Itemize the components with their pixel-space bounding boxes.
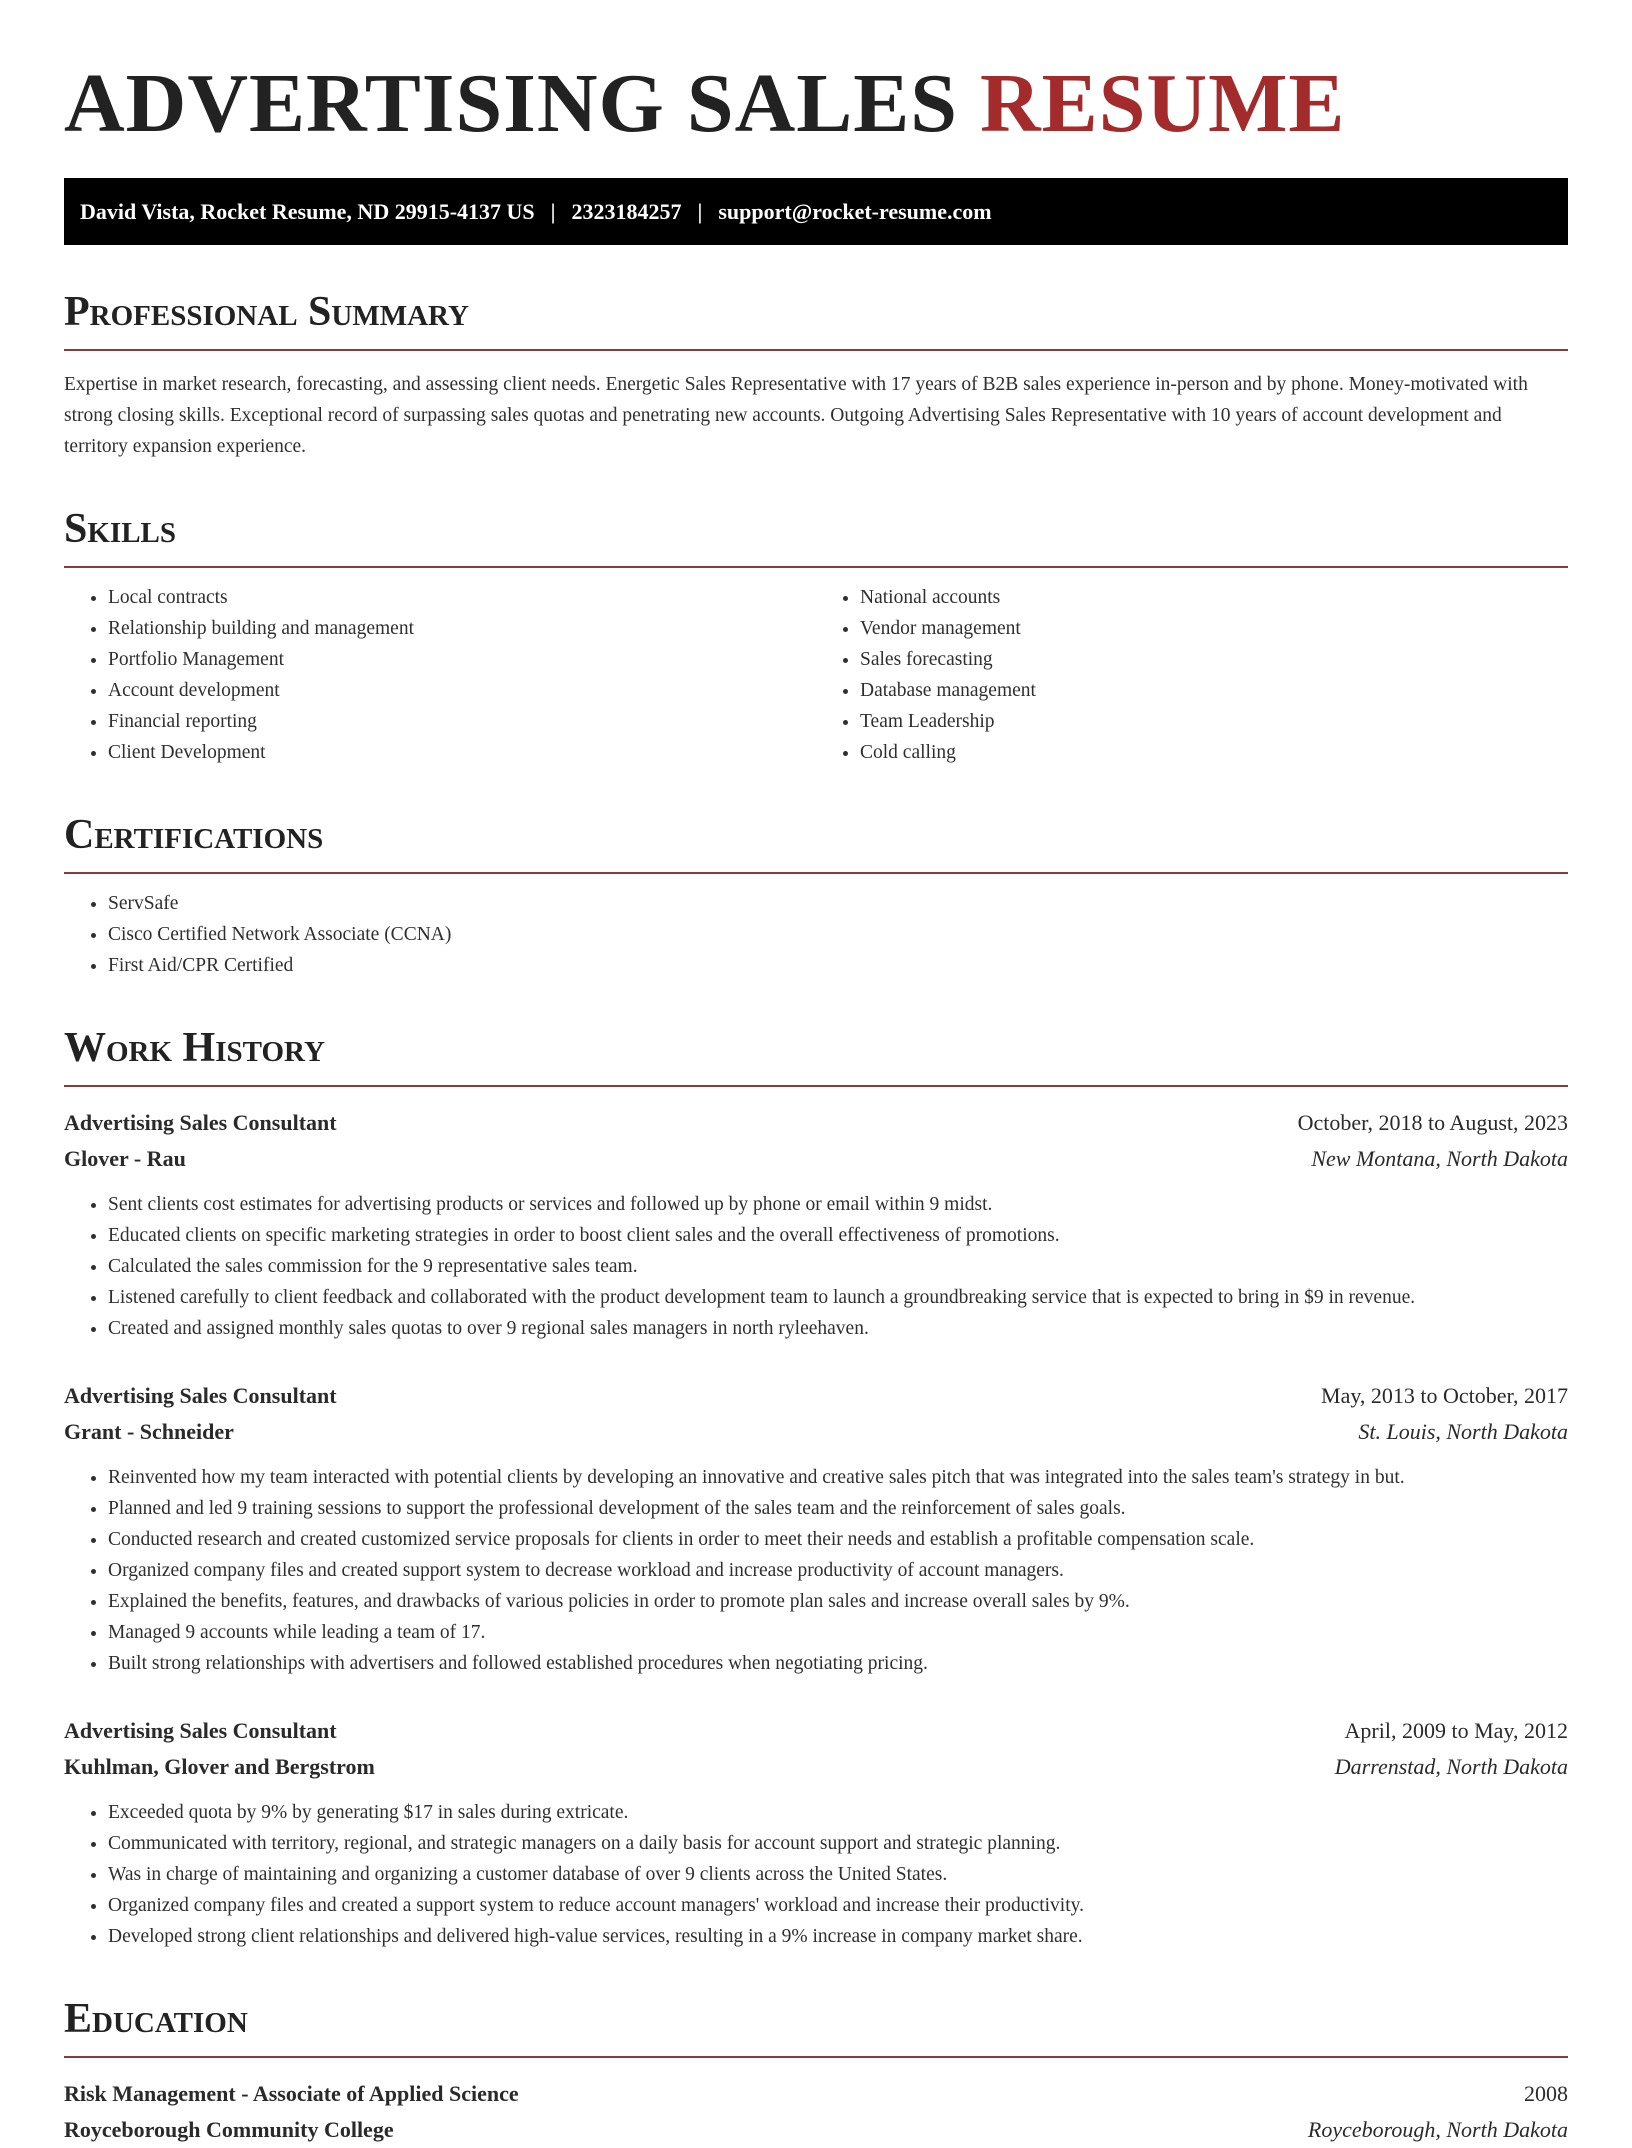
skill-item: • Database management <box>860 675 1568 706</box>
education-heading: Education <box>64 1996 1568 2058</box>
job-location: Darrenstad, North Dakota <box>1334 1754 1568 1779</box>
contact-address: David Vista, Rocket Resume, ND 29915-4137 US <box>80 198 535 224</box>
job-entry <box>64 1378 1568 1679</box>
certifications-heading: Certifications <box>64 812 1568 874</box>
contact-phone[interactable]: 2323184257 <box>571 198 682 224</box>
job-company: Glover - Rau <box>64 1146 186 1171</box>
resume-title <box>64 56 1568 154</box>
job-bullets <box>64 1797 1568 1952</box>
skill-item: • Account development <box>108 675 816 706</box>
job-bullet: • Built strong relationships with advertisers and followed established procedures when negotiating pricing. <box>108 1648 1568 1679</box>
skill-item: • Portfolio Management <box>108 644 816 675</box>
job-bullet: • Organized company files and created support system to decrease workload and increase productivity of account managers. <box>108 1555 1568 1586</box>
job-title: Advertising Sales Consultant <box>64 1110 337 1135</box>
title-main: ADVERTISING SALES <box>64 57 958 150</box>
job-bullet: • Managed 9 accounts while leading a team of 17. <box>108 1617 1568 1648</box>
skill-item: • Client Development <box>108 737 816 768</box>
certifications-list <box>64 888 1568 981</box>
job-dates: May, 2013 to October, 2017 <box>1321 1383 1568 1408</box>
job-location: St. Louis, North Dakota <box>1358 1419 1568 1444</box>
skill-item: • Local contracts <box>108 582 816 613</box>
education-section <box>64 1996 1568 2148</box>
work-history-heading: Work History <box>64 1025 1568 1087</box>
job-dates: October, 2018 to August, 2023 <box>1297 1110 1568 1135</box>
job-bullet: • Created and assigned monthly sales quotas to over 9 regional sales managers in north ryleehaven. <box>108 1313 1568 1344</box>
job-bullet: • Reinvented how my team interacted with potential clients by developing an innovative and creative sales pitch that was integrated into the sales team's strategy in but. <box>108 1462 1568 1493</box>
skills-section <box>64 506 1568 768</box>
skill-item: • Financial reporting <box>108 706 816 737</box>
job-bullets <box>64 1189 1568 1344</box>
job-bullet: • Conducted research and created customized service proposals for clients in order to meet their needs and establish a profitable compensation scale. <box>108 1524 1568 1555</box>
skills-list-left <box>64 582 816 768</box>
certification-item: • First Aid/CPR Certified <box>108 950 1568 981</box>
skill-item: • Vendor management <box>860 613 1568 644</box>
education-location: Royceborough, North Dakota <box>1307 2117 1568 2142</box>
summary-heading: Professional Summary <box>64 289 1568 351</box>
contact-separator: | <box>550 198 556 224</box>
skill-item: • Cold calling <box>860 737 1568 768</box>
job-dates: April, 2009 to May, 2012 <box>1344 1718 1568 1743</box>
job-entry <box>64 1713 1568 1952</box>
job-bullet: • Listened carefully to client feedback and collaborated with the product development team to launch a groundbreaking service that is expected to bring in $9 in revenue. <box>108 1282 1568 1313</box>
contact-bar <box>64 178 1568 245</box>
job-company: Kuhlman, Glover and Bergstrom <box>64 1754 375 1779</box>
skills-grid <box>64 568 1568 768</box>
skill-item: • National accounts <box>860 582 1568 613</box>
job-bullet: • Exceeded quota by 9% by generating $17 in sales during extricate. <box>108 1797 1568 1828</box>
job-entry <box>64 1105 1568 1344</box>
job-bullet: • Sent clients cost estimates for advertising products or services and followed up by phone or email within 9 midst. <box>108 1189 1568 1220</box>
job-bullet: • Planned and led 9 training sessions to support the professional development of the sales team and the reinforcement of sales goals. <box>108 1493 1568 1524</box>
title-accent: RESUME <box>980 57 1346 150</box>
summary-section <box>64 289 1568 462</box>
skills-heading: Skills <box>64 506 1568 568</box>
job-location: New Montana, North Dakota <box>1311 1146 1568 1171</box>
job-bullet: • Educated clients on specific marketing strategies in order to boost client sales and the overall effectiveness of promotions. <box>108 1220 1568 1251</box>
certifications-section <box>64 812 1568 981</box>
summary-text: Expertise in market research, forecasting, and assessing client needs. Energetic Sales Representative with 17 years of B2B sales experience in-person and by phone. Money-motivated with strong closing skills. Exceptional record of surpassing sales quotas and penetrating new accounts. Outgoing Advertising Sales Representative with 10 years of account development and territory expansion experience. <box>64 374 1528 457</box>
job-bullet: • Organized company files and created a support system to reduce account managers' workload and increase their productivity. <box>108 1890 1568 1921</box>
education-school: Royceborough Community College <box>64 2117 394 2142</box>
skill-item: • Team Leadership <box>860 706 1568 737</box>
contact-email[interactable]: support@rocket-resume.com <box>718 198 992 224</box>
education-year: 2008 <box>1524 2081 1568 2106</box>
job-bullet: • Was in charge of maintaining and organizing a customer database of over 9 clients across the United States. <box>108 1859 1568 1890</box>
education-entry <box>64 2076 1568 2148</box>
job-bullet: • Calculated the sales commission for the 9 representative sales team. <box>108 1251 1568 1282</box>
job-title: Advertising Sales Consultant <box>64 1718 337 1743</box>
work-history-section <box>64 1025 1568 1952</box>
certification-item: • ServSafe <box>108 888 1568 919</box>
job-bullets <box>64 1462 1568 1679</box>
education-degree: Risk Management - Associate of Applied Science <box>64 2081 519 2106</box>
job-bullet: • Communicated with territory, regional, and strategic managers on a daily basis for account support and strategic planning. <box>108 1828 1568 1859</box>
skills-list-right <box>816 582 1568 768</box>
skill-item: • Relationship building and management <box>108 613 816 644</box>
skill-item: • Sales forecasting <box>860 644 1568 675</box>
job-bullet: • Explained the benefits, features, and drawbacks of various policies in order to promote plan sales and increase overall sales by 9%. <box>108 1586 1568 1617</box>
contact-separator: | <box>697 198 703 224</box>
job-bullet: • Developed strong client relationships and delivered high-value services, resulting in a 9% increase in company market share. <box>108 1921 1568 1952</box>
job-company: Grant - Schneider <box>64 1419 234 1444</box>
certification-item: • Cisco Certified Network Associate (CCNA) <box>108 919 1568 950</box>
job-title: Advertising Sales Consultant <box>64 1383 337 1408</box>
